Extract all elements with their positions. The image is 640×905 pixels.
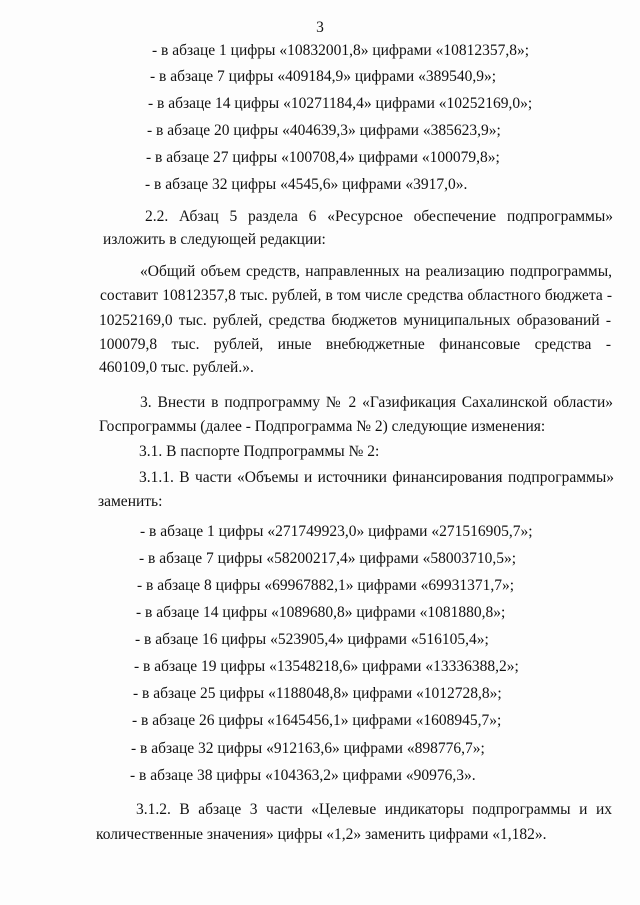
list-item: - в абзаце 1 цифры «10832001,8» цифрами «10812357,8»; [152,42,530,59]
quote-line: 460109,0 тыс. рублей.». [99,359,254,376]
paragraph-3-1: 3.1. В паспорте Подпрограммы № 2: [139,443,380,460]
list-item: - в абзаце 32 цифры «912163,6» цифрами «898776,7»; [131,740,485,757]
list-item: - в абзаце 8 цифры «69967882,1» цифрами «69931371,7»; [137,577,515,594]
quote-line: 100079,8 тыс. рублей, иные внебюджетные финансовые средства - [99,336,611,353]
paragraph-3-1-2-line: количественные значения» цифры «1,2» заменить цифрами «1,182». [96,826,547,843]
list-item: - в абзаце 16 цифры «523905,4» цифрами «516105,4»; [135,631,489,648]
list-item: - в абзаце 7 цифры «409184,9» цифрами «389540,9»; [150,68,497,85]
quote-line: 10252169,0 тыс. рублей, средства бюджетов муниципальных образований - [99,312,611,329]
list-item: - в абзаце 25 цифры «1188048,8» цифрами «1012728,8»; [133,685,502,702]
list-item: - в абзаце 1 цифры «271749923,0» цифрами «271516905,7»; [140,523,533,540]
list-item: - в абзаце 27 цифры «100708,4» цифрами «100079,8»; [146,149,500,166]
paragraph-3-1-1-line: 3.1.1. В части «Объемы и источники финансирования подпрограммы» [139,469,614,486]
quote-line: составит 10812357,8 тыс. рублей, в том числе средства областного бюджета - [100,287,612,304]
list-item: - в абзаце 26 цифры «1645456,1» цифрами «1608945,7»; [132,712,502,729]
list-item: - в абзаце 7 цифры «58200217,4» цифрами «58003710,5»; [139,550,517,567]
list-item: - в абзаце 38 цифры «104363,2» цифрами «90976,3». [130,767,476,784]
paragraph-3-line: 3. Внести в подпрограмму № 2 «Газификация Сахалинской области» [140,394,613,411]
paragraph-3-line: Госпрограммы (далее - Подпрограмма № 2) следующие изменения: [99,418,546,435]
paragraph-3-1-1-line: заменить: [98,493,163,510]
paragraph-2-2-line: изложить в следующей редакции: [103,231,326,248]
quote-line: «Общий объем средств, направленных на реализацию подпрограммы, [140,263,612,280]
page-number: 3 [316,19,324,36]
list-item: - в абзаце 32 цифры «4545,6» цифрами «3917,0». [145,176,468,193]
paragraph-2-2-line: 2.2. Абзац 5 раздела 6 «Ресурсное обеспечение подпрограммы» [145,208,613,225]
list-item: - в абзаце 20 цифры «404639,3» цифрами «385623,9»; [147,122,501,139]
list-item: - в абзаце 19 цифры «13548218,6» цифрами «13336388,2»; [134,658,519,675]
paragraph-3-1-2-line: 3.1.2. В абзаце 3 части «Целевые индикаторы подпрограммы и их [136,801,612,818]
list-item: - в абзаце 14 цифры «1089680,8» цифрами «1081880,8»; [136,604,506,621]
list-item: - в абзаце 14 цифры «10271184,4» цифрами «10252169,0»; [148,95,533,112]
